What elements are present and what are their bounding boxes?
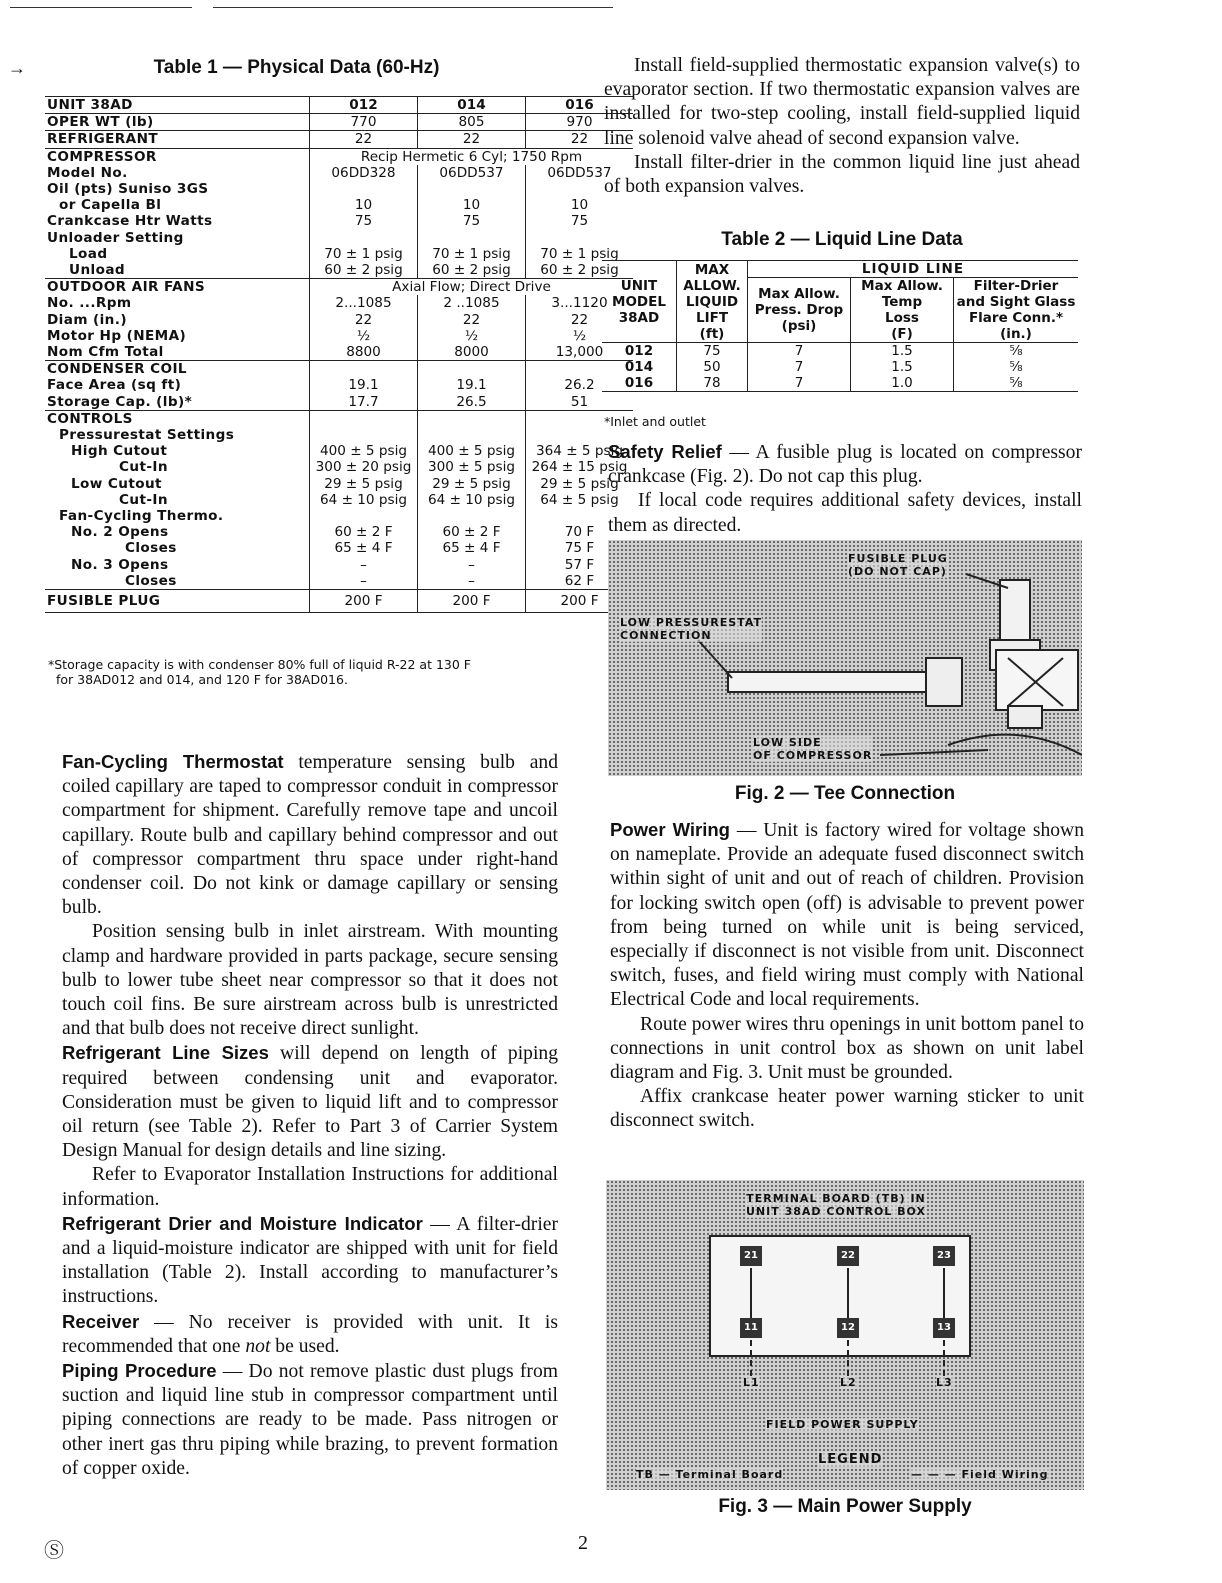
table2-title: Table 2 — Liquid Line Data — [721, 229, 963, 250]
col-012: 012 — [310, 97, 418, 114]
table-row: Crankcase Htr Watts 75 75 75 — [45, 213, 633, 229]
table-row: 012 014 016 75 50 78 7 7 7 1.5 1.5 1.0 ⅝ ⅝ ⅝ — [602, 343, 1078, 392]
table2-footnote: *Inlet and outlet — [604, 414, 706, 429]
table-row: Cut-In 300 ± 20 psig 300 ± 5 psig 264 ± 15 psig — [45, 459, 633, 475]
col-016: 016 — [526, 97, 634, 114]
fig2-image — [608, 540, 1082, 776]
safety-block — [608, 440, 1082, 538]
affix-paragraph: Affix crankcase heater power warning sticker to unit disconnect switch. — [610, 1086, 1084, 1132]
table-row: No. ...Rpm 2...1085 2 ..1085 3...1120 — [45, 295, 633, 311]
fig2-caption: Fig. 2 — Tee Connection — [734, 783, 956, 804]
table-row: Fan-Cycling Thermo. — [45, 508, 633, 524]
table2-h-max: MAX ALLOW. LIQUID LIFT (ft) — [677, 261, 748, 343]
table-row: Model No. 06DD328 06DD537 06DD537 — [45, 165, 633, 181]
table-row: Low Cutout 29 ± 5 psig 29 ± 5 psig 29 ± 5 psig — [45, 476, 633, 492]
table-row: Unloader Setting — [45, 230, 633, 246]
install-paragraph: Install field-supplied thermostatic expansion valve(s) to evaporator section. If two thermostatic expansion valves are installed for two-step cooling, install field-supplied liquid line solenoid valve ahead of second expansion valve. — [604, 55, 1080, 149]
route-paragraph: Route power wires thru openings in unit bottom panel to connections in unit control box as shown on unit label diagram and Fig. 3. Unit must be grounded. — [610, 1013, 1084, 1084]
table-row: or Capella Bl 10 10 10 — [45, 197, 633, 213]
legend-field-wiring: — — — Field Wiring — [911, 1468, 1049, 1481]
col-014: 014 — [418, 97, 526, 114]
left-text — [62, 750, 558, 1481]
terminal-21: 21 — [740, 1246, 762, 1266]
fig2-label-plug: FUSIBLE PLUG (DO NOT CAP) — [848, 552, 948, 578]
terminal-11: 11 — [740, 1318, 762, 1338]
table-row: Load 70 ± 1 psig 70 ± 1 psig 70 ± 1 psig — [45, 246, 633, 262]
table-row: Pressurestat Settings — [45, 427, 633, 443]
table-row: Closes 65 ± 4 F 65 ± 4 F 75 F — [45, 540, 633, 556]
page-number: 2 — [578, 1532, 588, 1554]
top-rule-left — [10, 7, 192, 8]
power-wiring-paragraph: Power Wiring — Unit is factory wired for voltage shown on nameplate. Provide an adequate fused disconnect switch within sight of unit and out of reach of children. Provision for locking switch open (off) is advisable to prevent power from being turned on while unit is being serviced, especially if disconnect is not visible from unit. Disconnect switch, fuses, and field wiring must comply with National Electrical Code and local requirements. — [610, 819, 1084, 1011]
right-intro — [604, 54, 1080, 199]
safety-paragraph: Safety Relief — A fusible plug is located on compressor crankcase (Fig. 2). Do not cap this plug. — [608, 441, 1082, 488]
table-row: Oil (pts) Suniso 3GS — [45, 181, 633, 197]
piping-paragraph: Piping Procedure — Do not remove plastic dust plugs from suction and liquid line stub in compressor compartment until piping connections are ready to be made. Pass nitrogen or other inert gas thru piping while brazing, to prevent formation of copper oxide. — [62, 1360, 558, 1479]
line-l3: L3 — [936, 1376, 953, 1389]
table-row: Motor Hp (NEMA) ½ ½ ½ — [45, 328, 633, 344]
table-row: Closes – – 62 F — [45, 573, 633, 590]
table-row: COMPRESSOR Recip Hermetic 6 Cyl; 1750 Rpm — [45, 148, 633, 165]
power-block — [610, 818, 1084, 1134]
table-row: CONDENSER COIL — [45, 361, 633, 378]
table2 — [602, 260, 1078, 392]
table-row: No. 2 Opens 60 ± 2 F 60 ± 2 F 70 F — [45, 524, 633, 540]
line-l2: L2 — [840, 1376, 857, 1389]
table1-title: Table 1 — Physical Data (60-Hz) — [153, 57, 440, 78]
table-row: Unload 60 ± 2 psig 60 ± 2 psig 60 ± 2 psig — [45, 262, 633, 279]
table1 — [45, 96, 633, 613]
line-l1: L1 — [743, 1376, 760, 1389]
terminal-22: 22 — [837, 1246, 859, 1266]
terminal-23: 23 — [933, 1246, 955, 1266]
table-row: FUSIBLE PLUG 200 F 200 F 200 F — [45, 590, 633, 613]
receiver-paragraph: Receiver — No receiver is provided with unit. It is recommended that one not be used. — [62, 1310, 558, 1357]
legend-tb: TB — Terminal Board — [636, 1468, 784, 1481]
top-rule-right — [213, 7, 613, 8]
table-row: CONTROLS — [45, 410, 633, 427]
table-row: High Cutout 400 ± 5 psig 400 ± 5 psig 364 ± 5 psig — [45, 443, 633, 459]
table2-h-temp: Max Allow. Temp Loss (F) — [851, 278, 954, 343]
local-code-paragraph: If local code requires additional safety devices, install them as directed. — [608, 490, 1082, 536]
field-power-supply-label: FIELD POWER SUPPLY — [766, 1418, 919, 1431]
arrow-mark: → — [8, 58, 26, 78]
table-row: Nom Cfm Total 8800 8000 13,000 — [45, 344, 633, 361]
fig3-caption: Fig. 3 — Main Power Supply — [718, 1496, 972, 1517]
table-row: Face Area (sq ft) 19.1 19.1 26.2 — [45, 377, 633, 393]
position-paragraph: Position sensing bulb in inlet airstream. With mounting clamp and hardware provided in parts package, secure sensing bulb to lower tube sheet near compressor so that it does not touch coil fins. Be sure airstream across bulb is unrestricted and that bulb does not receive direct sunlight. — [62, 921, 558, 1040]
table-row: Cut-In 64 ± 10 psig 64 ± 10 psig 64 ± 5 psig — [45, 492, 633, 508]
table1-header-row — [45, 97, 633, 114]
fig2-label-connection: LOW PRESSURESTAT CONNECTION — [620, 616, 762, 642]
table2-h-unit: UNIT MODEL 38AD — [612, 277, 666, 326]
fig2-label-low-side: LOW SIDE OF COMPRESSOR — [753, 736, 873, 762]
refrigerant-line-paragraph: Refrigerant Line Sizes will depend on length of piping required between condensing unit and evaporator. Consideration must be given to liquid lift and to compressor oil return (see Table 2). Refer to Part 3 of Carrier System Design Manual for design details and line sizing. — [62, 1042, 558, 1162]
table-row: OUTDOOR AIR FANS Axial Flow; Direct Drive — [45, 279, 633, 296]
terminal-13: 13 — [933, 1318, 955, 1338]
fig3-image — [606, 1180, 1084, 1490]
table-row: No. 3 Opens – – 57 F — [45, 557, 633, 573]
table2-h-filter: Filter-Drier and Sight Glass Flare Conn.* (in.) — [954, 278, 1079, 343]
table-row: REFRIGERANT 22 22 22 — [45, 131, 633, 148]
corner-mark-icon: Ⓢ — [44, 1538, 64, 1562]
table-row: OPER WT (lb) 770 805 970 — [45, 114, 633, 131]
terminal-12: 12 — [837, 1318, 859, 1338]
table1-footnote: *Storage capacity is with condenser 80% full of liquid R-22 at 130 F for 38AD012 and 014, and 120 F for 38AD016. — [48, 657, 471, 687]
fig3-label-tb: TERMINAL BOARD (TB) IN UNIT 38AD CONTROL BOX — [746, 1192, 926, 1218]
table-row: Diam (in.) 22 22 22 — [45, 312, 633, 328]
table-row: Storage Cap. (lb)* 17.7 26.5 51 — [45, 394, 633, 411]
table2-h-liquid: LIQUID LINE — [748, 261, 1079, 278]
legend-label: LEGEND — [818, 1452, 883, 1467]
fan-cycling-paragraph: Fan-Cycling Thermostat temperature sensing bulb and coiled capillary are taped to compressor conduit in compressor compartment for shipment. Carefully remove tape and uncoil capillary. Route bulb and capillary behind compressor and out of compressor compartment thru space under right-hand condenser coil. Do not kink or damage capillary or sensing bulb. — [62, 751, 559, 919]
refer-paragraph: Refer to Evaporator Installation Instructions for additional information. — [62, 1164, 558, 1210]
drier-paragraph: Refrigerant Drier and Moisture Indicator — A filter-drier and a liquid-moisture indicator are shipped with unit for field installation (Table 2). Install according to manufacturer’s instructions. — [62, 1212, 558, 1308]
table2-h-drop: Max Allow. Press. Drop (psi) — [748, 278, 851, 343]
header-label: UNIT 38AD — [45, 97, 310, 114]
filter-drier-paragraph: Install filter-drier in the common liquid line just ahead of both expansion valves. — [604, 151, 1080, 198]
